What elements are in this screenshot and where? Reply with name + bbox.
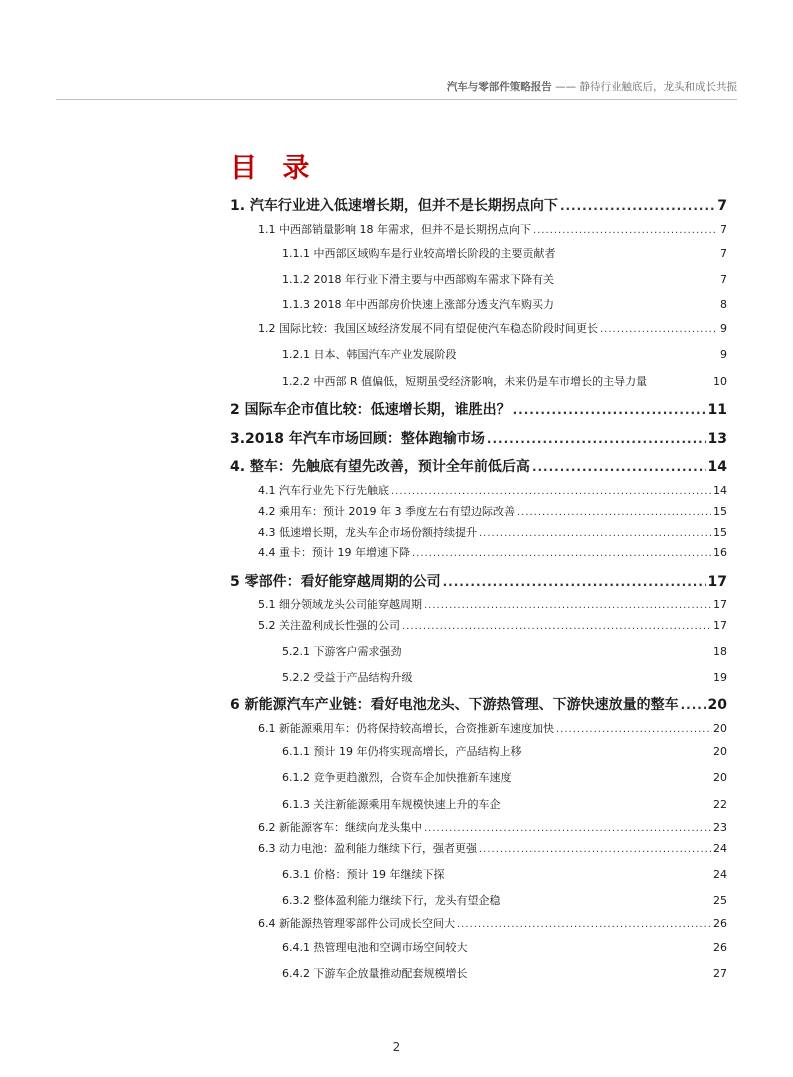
header-separator: —— [555, 81, 577, 93]
toc-entry-label: 4. 整车：先触底有望先改善，预计全年前低后高 [230, 459, 530, 475]
toc-entry[interactable] [230, 195, 727, 215]
toc-entry-label: 1.2.2 中西部 R 值偏低，短期虽受经济影响，未来仍是车市增长的主导力量 [282, 375, 648, 388]
toc-dot-leader [457, 919, 711, 930]
toc-entry-label: 1.1 中西部销量影响 18 年需求，但并不是长期拐点向下 [258, 223, 531, 236]
toc-entry[interactable] [258, 819, 727, 835]
toc-entry-page-number: 18 [713, 645, 727, 658]
toc-entry-page-number: 17 [713, 598, 727, 611]
toc-dot-leader [424, 600, 711, 611]
toc-entry-page-number: 15 [713, 505, 727, 518]
toc-entry-label: 4.4 重卡：预计 19 年增速下降 [258, 546, 410, 559]
toc-entry[interactable] [282, 643, 727, 659]
toc-entry-label: 6.4.2 下游车企放量推动配套规模增长 [282, 967, 468, 980]
toc-entry-page-number: 7 [720, 223, 727, 236]
toc-entry[interactable] [258, 596, 727, 612]
toc-entry-label: 6.1.2 竞争更趋激烈，合资车企加快推新车速度 [282, 771, 512, 784]
toc-entry[interactable] [282, 245, 727, 261]
toc-entry-label: 1.2 国际比较：我国区域经济发展不同有望促使汽车稳态阶段时间更长 [258, 322, 598, 335]
toc-entry[interactable] [230, 694, 727, 714]
toc-entry[interactable] [282, 796, 727, 812]
toc-entry-label: 6.3.1 价格：预计 19 年继续下探 [282, 868, 445, 881]
toc-entry[interactable] [230, 399, 727, 419]
toc-entry-page-number: 8 [720, 298, 727, 311]
toc-entry-label: 2 国际车企市值比较：低速增长期，谁胜出？ [230, 402, 511, 418]
toc-dot-leader [391, 486, 711, 497]
toc-entry[interactable] [230, 428, 727, 448]
toc-entry-label: 4.1 汽车行业先下行先触底 [258, 484, 389, 497]
toc-entry-label: 1.1.2 2018 年行业下滑主要与中西部购车需求下降有关 [282, 273, 554, 286]
toc-entry-label: 4.3 低速增长期，龙头车企市场份额持续提升 [258, 526, 477, 539]
toc-entry[interactable] [258, 617, 727, 633]
toc-entry[interactable] [258, 482, 727, 498]
toc-entry[interactable] [258, 915, 727, 931]
toc-entry-label: 1.1.3 2018 年中西部房价快速上涨部分透支汽车购买力 [282, 298, 554, 311]
toc-entry-page-number: 17 [707, 574, 727, 590]
toc-entry-label: 1.1.1 中西部区域购车是行业较高增长阶段的主要贡献者 [282, 247, 556, 260]
toc-dot-leader [402, 621, 711, 632]
toc-entry-page-number: 10 [713, 375, 727, 388]
toc-entry-page-number: 7 [717, 198, 727, 214]
toc-entry[interactable] [282, 669, 727, 685]
toc-entry-page-number: 14 [713, 484, 727, 497]
toc-dot-leader [487, 432, 706, 446]
toc-entry-label: 1.2.1 日本、韩国汽车产业发展阶段 [282, 348, 457, 361]
toc-entry-label: 6.1.3 关注新能源乘用车规模快速上升的车企 [282, 798, 501, 811]
toc-dot-leader [412, 548, 711, 559]
toc-entry-page-number: 26 [713, 917, 727, 930]
toc-entry-label: 1. 汽车行业进入低速增长期，但并不是长期拐点向下 [230, 198, 558, 214]
toc-entry-label: 6 新能源汽车产业链：看好电池龙头、下游热管理、下游快速放量的整车 [230, 697, 679, 713]
toc-dot-leader [443, 575, 706, 589]
toc-entry[interactable] [282, 743, 727, 759]
header-report-name: 汽车与零部件策略报告 [446, 81, 552, 93]
toc-entry-page-number: 9 [720, 348, 727, 361]
toc-dot-leader [424, 823, 711, 834]
toc-dot-leader [600, 324, 718, 335]
toc-entry-page-number: 15 [713, 526, 727, 539]
toc-entry-label: 6.4.1 热管理电池和空调市场空间较大 [282, 941, 468, 954]
toc-entry[interactable] [258, 524, 727, 540]
page-title: 目 录 [230, 153, 318, 184]
toc-entry[interactable] [282, 866, 727, 882]
toc-entry[interactable] [230, 456, 727, 476]
header-subtitle: 静待行业触底后，龙头和成长共振 [579, 81, 737, 93]
toc-entry-page-number: 20 [713, 745, 727, 758]
toc-entry-label: 5 零部件：看好能穿越周期的公司 [230, 574, 441, 590]
toc-entry-label: 6.3 动力电池：盈利能力继续下行，强者更强 [258, 842, 477, 855]
toc-entry-label: 4.2 乘用车：预计 2019 年 3 季度左右有望边际改善 [258, 505, 515, 518]
toc-entry[interactable] [258, 320, 727, 336]
toc-entry[interactable] [282, 296, 727, 312]
toc-entry[interactable] [282, 965, 727, 981]
toc-entry-page-number: 20 [707, 697, 727, 713]
toc-dot-leader [532, 460, 706, 474]
toc-entry[interactable] [258, 221, 727, 237]
toc-dot-leader [560, 199, 715, 213]
toc-entry-page-number: 17 [713, 619, 727, 632]
toc-entry-label: 5.2.1 下游客户需求强劲 [282, 645, 402, 658]
toc-dot-leader [517, 507, 711, 518]
toc-entry[interactable] [282, 373, 727, 389]
toc-dot-leader [513, 403, 706, 417]
toc-entry-page-number: 14 [707, 459, 727, 475]
toc-entry[interactable] [282, 939, 727, 955]
toc-entry-page-number: 20 [713, 771, 727, 784]
toc-entry[interactable] [230, 571, 727, 591]
toc-entry[interactable] [282, 271, 727, 287]
toc-dot-leader [479, 528, 711, 539]
toc-dot-leader [556, 724, 711, 735]
toc-entry[interactable] [258, 720, 727, 736]
toc-entry-page-number: 7 [720, 273, 727, 286]
toc-entry[interactable] [282, 769, 727, 785]
toc-entry-page-number: 25 [713, 894, 727, 907]
toc-entry-label: 5.1 细分领域龙头公司能穿越周期 [258, 598, 422, 611]
toc-entry-page-number: 9 [720, 322, 727, 335]
toc-entry-page-number: 20 [713, 722, 727, 735]
toc-entry-label: 6.1 新能源乘用车：仍将保持较高增长，合资推新车速度加快 [258, 722, 554, 735]
page-number: 2 [392, 1040, 401, 1054]
toc-dot-leader [533, 225, 718, 236]
toc-entry-page-number: 24 [713, 842, 727, 855]
toc-entry-page-number: 19 [713, 671, 727, 684]
toc-entry[interactable] [282, 892, 727, 908]
toc-entry-label: 6.2 新能源客车：继续向龙头集中 [258, 821, 422, 834]
toc-dot-leader [681, 698, 706, 712]
toc-entry-page-number: 16 [713, 546, 727, 559]
toc-entry-label: 6.1.1 预计 19 年仍将实现高增长，产品结构上移 [282, 745, 522, 758]
toc-entry-page-number: 22 [713, 798, 727, 811]
toc-entry-page-number: 27 [713, 967, 727, 980]
toc-entry-label: 3.2018 年汽车市场回顾：整体跑输市场 [230, 431, 485, 447]
toc-entry-label: 6.3.2 整体盈利能力继续下行，龙头有望企稳 [282, 894, 501, 907]
toc-entry[interactable] [282, 346, 727, 362]
toc-entry-page-number: 13 [707, 431, 727, 447]
toc-entry-label: 6.4 新能源热管理零部件公司成长空间大 [258, 917, 455, 930]
toc-entry-page-number: 7 [720, 247, 727, 260]
toc-entry[interactable] [258, 840, 727, 856]
toc-entry-label: 5.2.2 受益于产品结构升级 [282, 671, 413, 684]
toc-entry-page-number: 26 [713, 941, 727, 954]
toc-entry-label: 5.2 关注盈利成长性强的公司 [258, 619, 400, 632]
toc-entry[interactable] [258, 544, 727, 560]
toc-dot-leader [479, 844, 711, 855]
toc-entry[interactable] [258, 503, 727, 519]
toc-entry-page-number: 24 [713, 868, 727, 881]
toc-entry-page-number: 11 [707, 402, 727, 418]
toc-entry-page-number: 23 [713, 821, 727, 834]
